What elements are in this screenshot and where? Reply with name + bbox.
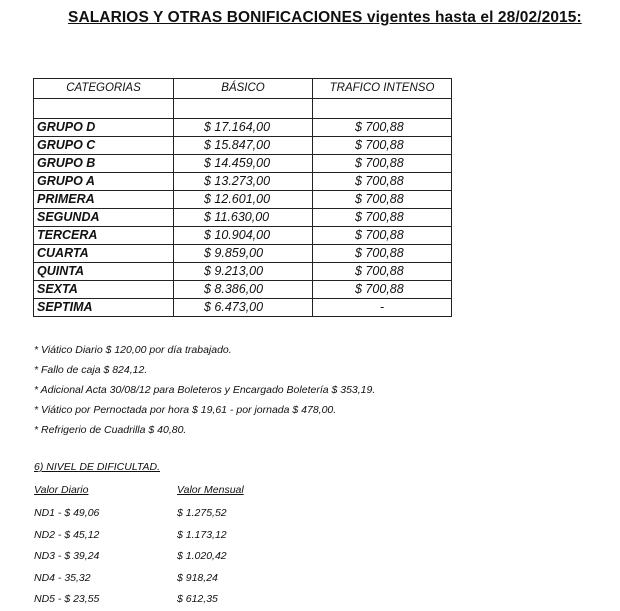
basic-cell: $ 13.273,00	[174, 173, 313, 191]
table-row	[34, 191, 452, 209]
basic-cell: $ 9.213,00	[174, 263, 313, 281]
daily-values-list	[34, 503, 99, 611]
category-cell: CUARTA	[34, 245, 174, 263]
header-basico: BÁSICO	[174, 79, 313, 99]
category-cell: TERCERA	[34, 227, 174, 245]
list-item: ND3 - $ 39,24	[34, 550, 100, 562]
notes-list	[34, 340, 375, 440]
basic-cell: $ 17.164,00	[174, 119, 313, 137]
basic-cell: $ 15.847,00	[174, 137, 313, 155]
list-item: ND5 - $ 23,55	[34, 593, 100, 605]
header-categorias: CATEGORIAS	[34, 79, 174, 99]
list-item: ND2 - $ 45,12	[34, 528, 100, 541]
list-item: $ 1.020,42	[177, 550, 227, 562]
list-item: $ 1.173,12	[177, 528, 227, 541]
table-row	[34, 155, 452, 173]
difficulty-title: 6) NIVEL DE DIFICULTAD.	[34, 461, 161, 473]
category-cell: PRIMERA	[34, 191, 174, 209]
traffic-cell: $ 700,88	[313, 227, 452, 245]
traffic-cell: $ 700,88	[313, 263, 452, 281]
category-cell: SEGUNDA	[34, 209, 174, 227]
traffic-cell: $ 700,88	[313, 191, 452, 209]
list-item: ND4 - 35,32	[34, 571, 91, 584]
table-row	[34, 281, 452, 299]
header-trafico-intenso: TRAFICO INTENSO	[313, 79, 452, 99]
page-title: SALARIOS Y OTRAS BONIFICACIONES vigentes hasta el 28/02/2015:	[68, 9, 582, 26]
daily-value-header: Valor Diario	[34, 484, 89, 496]
category-cell: SEPTIMA	[34, 299, 174, 317]
traffic-cell: $ 700,88	[313, 245, 452, 263]
basic-cell: $ 10.904,00	[174, 227, 313, 245]
basic-cell: $ 9.859,00	[174, 245, 313, 263]
traffic-cell: $ 700,88	[313, 173, 452, 191]
basic-cell: $ 11.630,00	[174, 209, 313, 227]
category-cell: QUINTA	[34, 263, 174, 281]
table-row	[34, 227, 452, 245]
table-row	[34, 173, 452, 191]
list-item: ND1 - $ 49,06	[34, 507, 100, 519]
basic-cell: $ 14.459,00	[174, 155, 313, 173]
table-row	[34, 263, 452, 281]
table-row	[34, 299, 452, 317]
basic-cell: $ 12.601,00	[174, 191, 313, 209]
category-cell: GRUPO A	[34, 173, 174, 191]
note-viatico-pernoctada: * Viático por Pernoctada por hora $ 19,61 - por jornada $ 478,00.	[34, 404, 337, 416]
traffic-cell: $ 700,88	[313, 155, 452, 173]
table-row	[34, 119, 452, 137]
category-cell: SEXTA	[34, 281, 174, 299]
traffic-cell: $ 700,88	[313, 119, 452, 137]
category-cell: GRUPO B	[34, 155, 174, 173]
category-cell: GRUPO D	[34, 119, 174, 137]
note-adicional-acta: * Adicional Acta 30/08/12 para Boleteros y Encargado Boletería $ 353,19.	[34, 384, 376, 396]
note-refrigerio: * Refrigerio de Cuadrilla $ 40,80.	[34, 424, 187, 436]
traffic-cell: -	[313, 299, 452, 317]
basic-cell: $ 6.473,00	[174, 299, 313, 317]
list-item: $ 1.275,52	[177, 507, 227, 519]
monthly-value-header: Valor Mensual	[177, 484, 244, 496]
list-item: $ 612,35	[177, 593, 218, 605]
traffic-cell: $ 700,88	[313, 281, 452, 299]
list-item: $ 918,24	[177, 571, 218, 584]
table-header-row	[34, 79, 452, 99]
traffic-cell: $ 700,88	[313, 209, 452, 227]
table-blank-row	[34, 99, 452, 119]
note-fallo-caja: * Fallo de caja $ 824,12.	[34, 364, 148, 376]
salary-table	[33, 78, 452, 317]
note-viatico-diario: * Viático Diario $ 120,00 por día trabajado.	[34, 344, 232, 356]
table-row	[34, 209, 452, 227]
basic-cell: $ 8.386,00	[174, 281, 313, 299]
table-row	[34, 137, 452, 155]
traffic-cell: $ 700,88	[313, 137, 452, 155]
table-row	[34, 245, 452, 263]
monthly-values-list	[177, 503, 227, 611]
category-cell: GRUPO C	[34, 137, 174, 155]
